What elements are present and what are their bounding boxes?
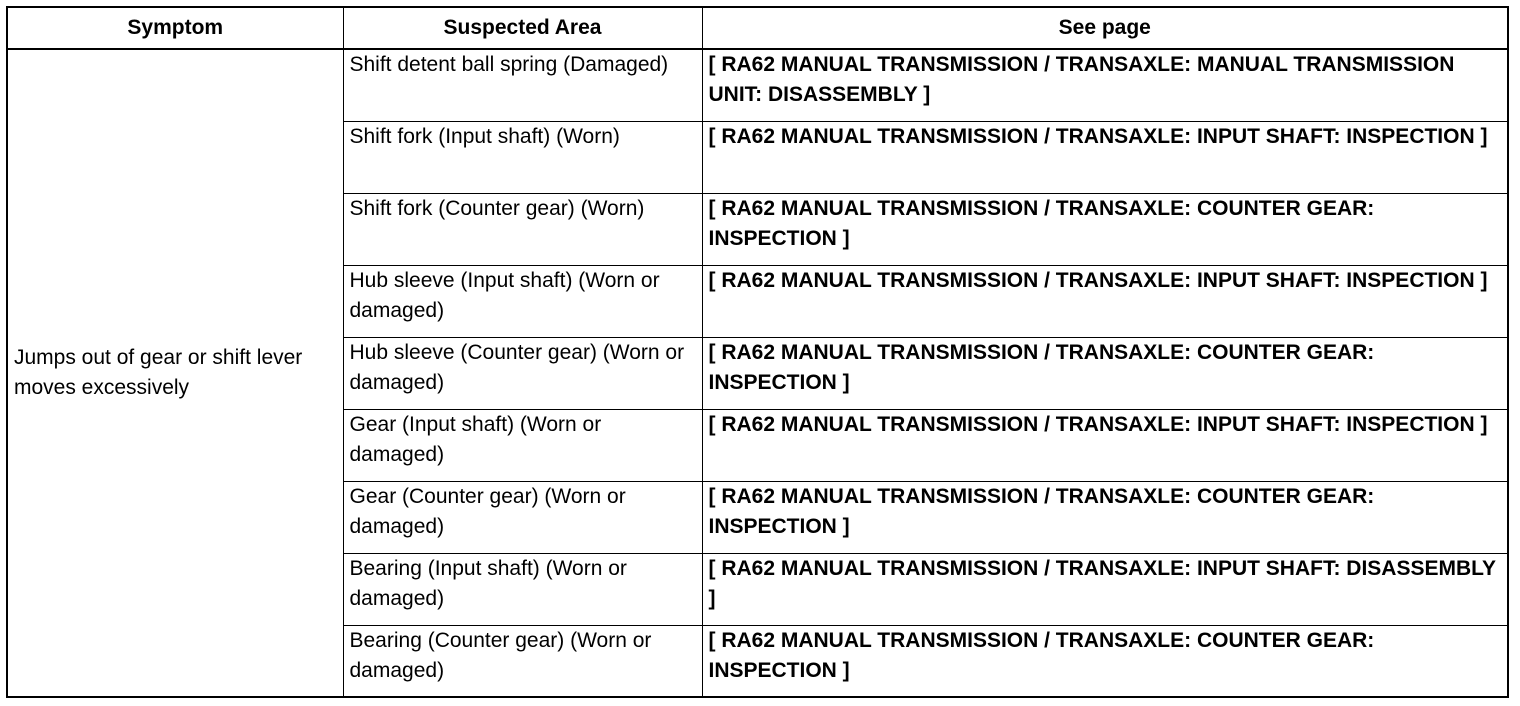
header-see-page: See page	[702, 7, 1508, 49]
suspected-area-cell: Bearing (Counter gear) (Worn or damaged)	[343, 625, 702, 697]
suspected-area-cell: Bearing (Input shaft) (Worn or damaged)	[343, 553, 702, 625]
suspected-area-cell: Gear (Counter gear) (Worn or damaged)	[343, 481, 702, 553]
see-page-link[interactable]: [ RA62 MANUAL TRANSMISSION / TRANSAXLE: INPUT SHAFT: INSPECTION ]	[702, 409, 1508, 481]
symptom-cell: Jumps out of gear or shift lever moves excessively	[7, 49, 343, 697]
see-page-link[interactable]: [ RA62 MANUAL TRANSMISSION / TRANSAXLE: COUNTER GEAR: INSPECTION ]	[702, 193, 1508, 265]
suspected-area-cell: Shift fork (Counter gear) (Worn)	[343, 193, 702, 265]
see-page-link[interactable]: [ RA62 MANUAL TRANSMISSION / TRANSAXLE: INPUT SHAFT: DISASSEMBLY ]	[702, 553, 1508, 625]
suspected-area-cell: Shift detent ball spring (Damaged)	[343, 49, 702, 121]
see-page-link[interactable]: [ RA62 MANUAL TRANSMISSION / TRANSAXLE: COUNTER GEAR: INSPECTION ]	[702, 481, 1508, 553]
see-page-link[interactable]: [ RA62 MANUAL TRANSMISSION / TRANSAXLE: INPUT SHAFT: INSPECTION ]	[702, 121, 1508, 193]
header-symptom: Symptom	[7, 7, 343, 49]
see-page-link[interactable]: [ RA62 MANUAL TRANSMISSION / TRANSAXLE: INPUT SHAFT: INSPECTION ]	[702, 265, 1508, 337]
suspected-area-cell: Gear (Input shaft) (Worn or damaged)	[343, 409, 702, 481]
suspected-area-cell: Hub sleeve (Input shaft) (Worn or damaged)	[343, 265, 702, 337]
see-page-link[interactable]: [ RA62 MANUAL TRANSMISSION / TRANSAXLE: MANUAL TRANSMISSION UNIT: DISASSEMBLY ]	[702, 49, 1508, 121]
header-suspected-area: Suspected Area	[343, 7, 702, 49]
suspected-area-cell: Shift fork (Input shaft) (Worn)	[343, 121, 702, 193]
see-page-link[interactable]: [ RA62 MANUAL TRANSMISSION / TRANSAXLE: COUNTER GEAR: INSPECTION ]	[702, 337, 1508, 409]
problem-symptoms-table	[6, 6, 1509, 698]
header-row	[7, 7, 1508, 49]
see-page-link[interactable]: [ RA62 MANUAL TRANSMISSION / TRANSAXLE: COUNTER GEAR: INSPECTION ]	[702, 625, 1508, 697]
suspected-area-cell: Hub sleeve (Counter gear) (Worn or damaged)	[343, 337, 702, 409]
table-row	[7, 49, 1508, 121]
